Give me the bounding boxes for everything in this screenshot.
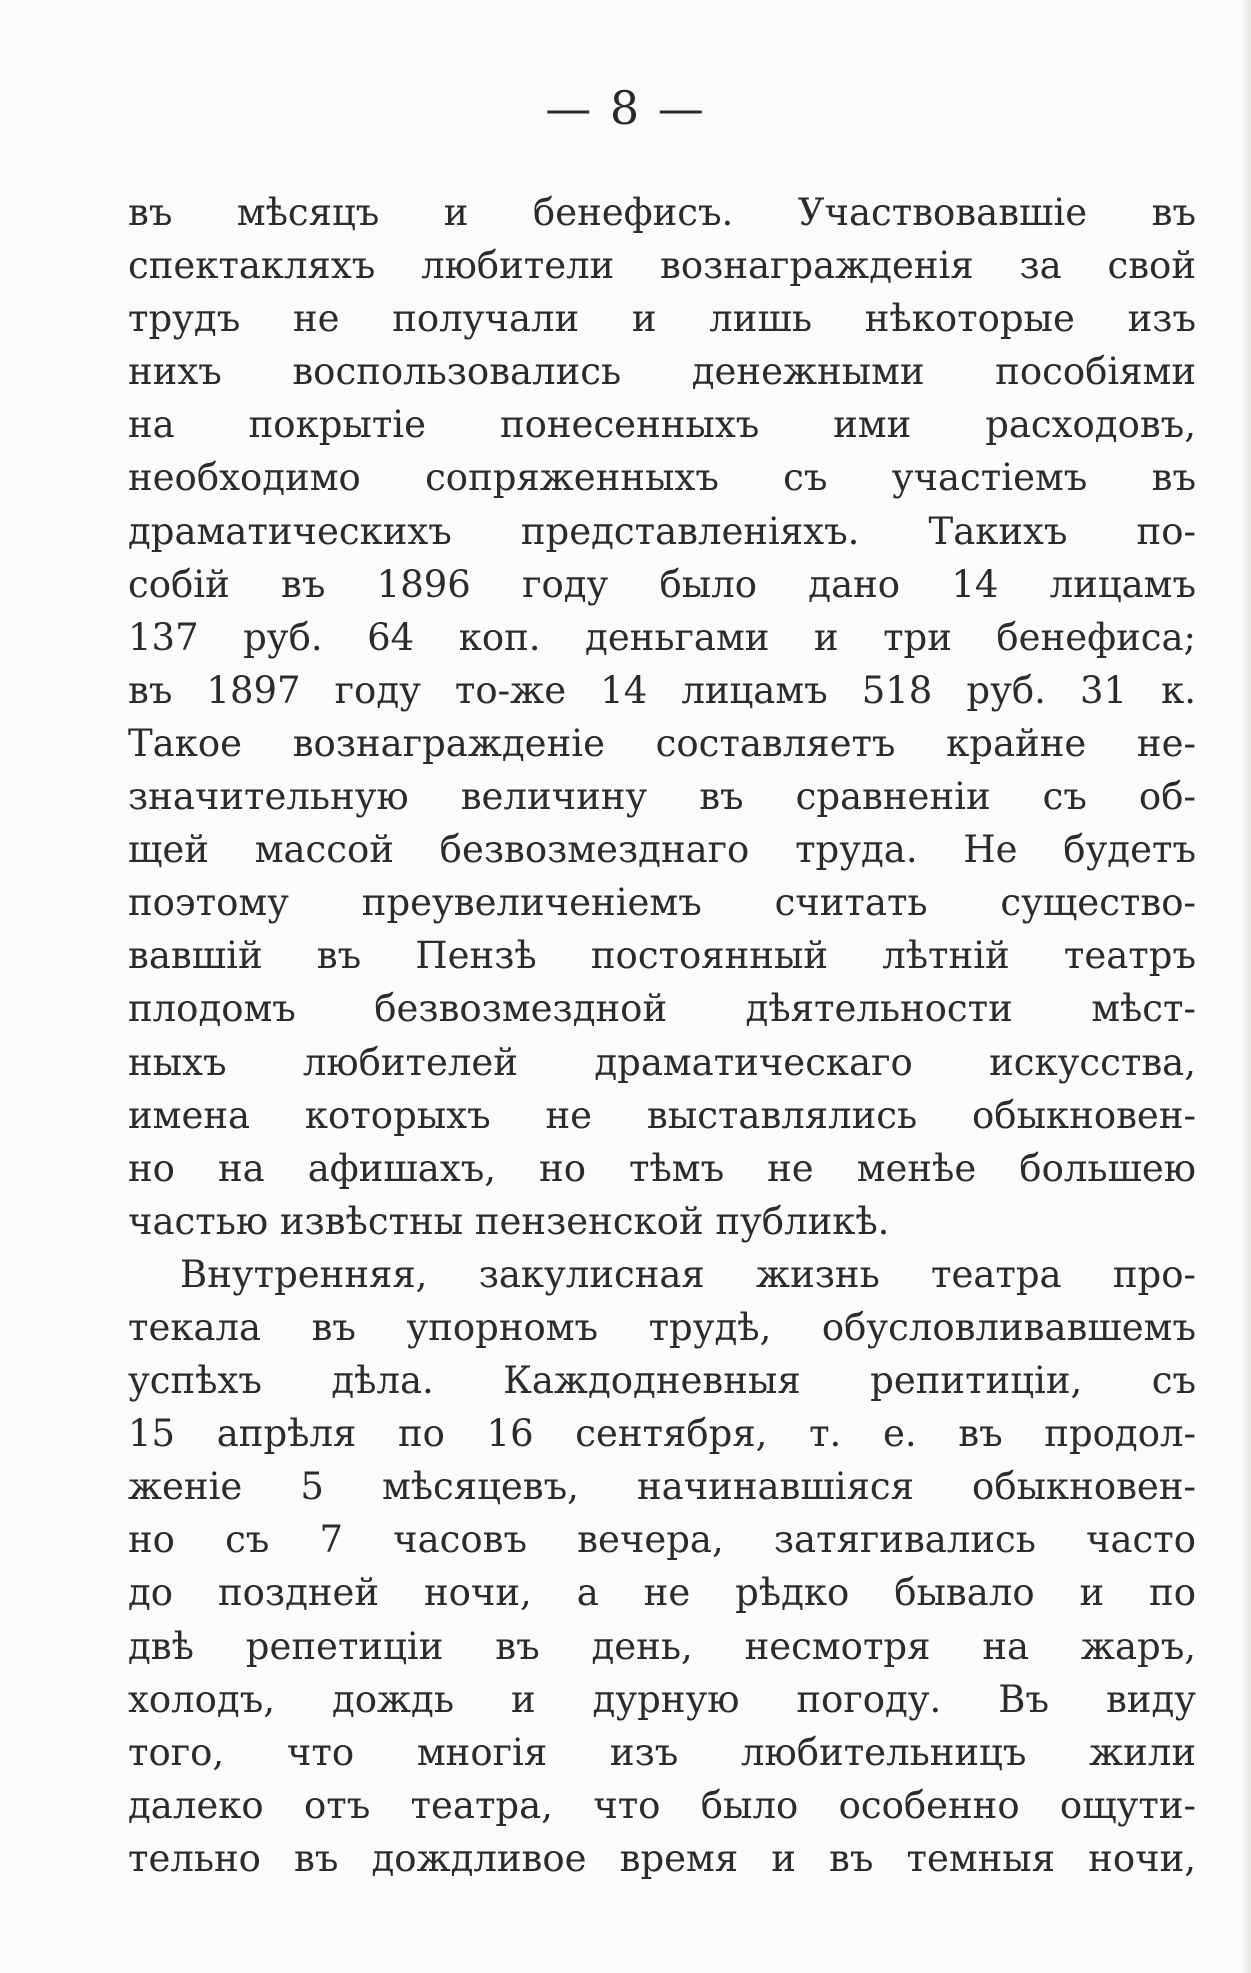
text-line: 15 апрѣля по 16 сентября, т. е. въ продол- [128,1412,1196,1456]
text-line: но на афишахъ, но тѣмъ не менѣе большею [128,1146,1196,1190]
page-edge-shadow [1243,0,1251,1973]
text-line: драматическихъ представленіяхъ. Такихъ по- [128,509,1196,553]
text-line: текала въ упорномъ трудѣ, обусловливавшемъ [128,1305,1196,1349]
text-line: того, что многія изъ любительницъ жили [128,1730,1196,1774]
text-line: имена которыхъ не выставлялись обыкновен- [128,1093,1196,1137]
text-line: поэтому преувеличеніемъ считать существо- [128,881,1196,925]
text-line: частью извѣстны пензенской публикѣ. [128,1199,890,1243]
text-line: 137 руб. 64 коп. деньгами и три бенефиса; [128,615,1196,659]
text-line: холодъ, дождь и дурную погоду. Въ виду [128,1677,1196,1721]
text-line: успѣхъ дѣла. Каждодневныя репитиціи, съ [128,1359,1196,1403]
text-line: спектакляхъ любители вознагражденія за свой [128,244,1196,288]
text-line: въ мѣсяцъ и бенефисъ. Участвовавшіе въ [128,191,1196,234]
text-line: до поздней ночи, а не рѣдко бывало и по [128,1571,1196,1615]
page-number: — 8 — [545,81,706,135]
body-text [128,186,1196,1885]
text-line: плодомъ безвозмездной дѣятельности мѣст- [128,987,1196,1031]
paragraph-start-line: Внутренняя, закулисная жизнь театра про- [180,1252,1196,1296]
text-line: нихъ воспользовались денежными пособіями [128,350,1196,394]
text-line: значительную величину въ сравненіи съ об- [128,775,1196,819]
text-line: Такое вознагражденіе составляетъ крайне не- [128,721,1196,765]
text-line: вавшій въ Пензѣ постоянный лѣтній театръ [128,934,1196,978]
text-line: трудъ не получали и лишь нѣкоторые изъ [128,297,1196,341]
text-line: щей массой безвозмезднаго труда. Не будетъ [128,828,1196,872]
text-line: въ 1897 году то-же 14 лицамъ 518 руб. 31 к. [128,668,1196,712]
text-line: на покрытіе понесенныхъ ими расходовъ, [128,403,1196,447]
text-line: тельно въ дождливое время и въ темныя ночи, [128,1836,1196,1880]
text-line: далеко отъ театра, что было особенно ощути- [128,1783,1196,1827]
text-line: двѣ репетиціи въ день, несмотря на жаръ, [128,1624,1196,1668]
text-line: женіе 5 мѣсяцевъ, начинавшіяся обыкновен- [128,1465,1196,1509]
text-line: необходимо сопряженныхъ съ участіемъ въ [128,456,1196,500]
text-line: собій въ 1896 году было дано 14 лицамъ [128,562,1196,606]
text-line: но съ 7 часовъ вечера, затягивались часто [128,1518,1196,1562]
text-line: ныхъ любителей драматическаго искусства, [128,1040,1196,1084]
